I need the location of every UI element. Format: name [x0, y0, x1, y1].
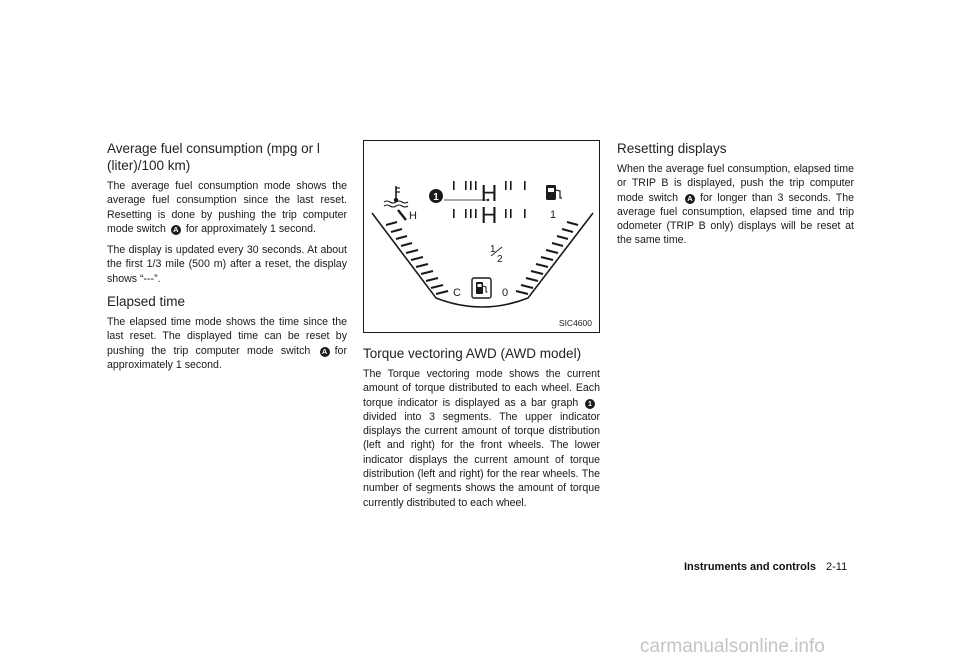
heading-torque-vectoring: Torque vectoring AWD (AWD model) — [363, 346, 582, 361]
page-footer — [684, 561, 847, 573]
paragraph-resetting-displays — [617, 162, 854, 248]
fuel-scale-ticks — [516, 222, 578, 294]
callout-a-marker: A — [171, 225, 181, 235]
temperature-scale-ticks — [386, 222, 448, 294]
figure-code: SIC4600 — [558, 318, 592, 328]
column-3 — [617, 140, 854, 255]
paragraph-torque-vectoring — [363, 367, 600, 510]
temp-needle — [398, 210, 406, 220]
heading-elapsed-time: Elapsed time — [107, 294, 186, 310]
temp-cold-label: C — [453, 287, 461, 299]
gauge-figure — [363, 140, 600, 333]
fuel-half-denominator: 2 — [497, 254, 503, 265]
text: for longer than 3 seconds. The average fuel consumption, elapsed time and trip odometer (TRIP B only) displays will be reset at the same time. — [617, 191, 854, 247]
text: The elapsed time mode shows the time since the last reset. The displayed time can be reset by pushing the trip computer mode switch — [107, 316, 347, 357]
callout-1-label: 1 — [433, 192, 439, 203]
callout-a-marker: A — [320, 347, 330, 357]
paragraph-elapsed-time — [107, 315, 347, 372]
fuel-full-label: 1 — [550, 209, 557, 221]
page-number: 2-11 — [826, 561, 848, 573]
paragraph-average-fuel-reset — [107, 179, 347, 236]
text: When the average fuel consumption, elapsed time or TRIP B is displayed, push the trip computer mode switch — [617, 163, 854, 204]
callout-1-marker — [429, 189, 443, 203]
text: for approximately 1 second. — [185, 222, 316, 235]
gauge-illustration — [364, 141, 601, 334]
text: divided into 3 segments. The upper indicator displays the current amount of torque distribution (left and right) for the front wheels. The lower indicator displays the current amount of torque distribution (left and right) for the rear wheels. The number of segments shows the amount of torque currently distributed to each wheel. — [363, 410, 600, 509]
low-fuel-icon — [472, 278, 491, 298]
text: for approximately 1 second. — [107, 344, 347, 371]
callout-1-marker-inline: 1 — [585, 399, 595, 409]
column-2 — [363, 140, 600, 517]
text: The Torque vectoring mode shows the current amount of torque distributed to each wheel. Each torque indicator is displayed as a bar graph — [363, 368, 600, 409]
heading-average-fuel: Average fuel consumption (mpg or l (liter)/100 km) — [107, 141, 320, 173]
heading-resetting-displays: Resetting displays — [617, 141, 727, 156]
fuel-pump-icon — [546, 185, 562, 200]
footer-section-title: Instruments and controls — [684, 561, 817, 573]
fuel-empty-label: 0 — [502, 287, 509, 299]
callout-a-marker: A — [685, 194, 695, 204]
watermark: carmanualsonline.info — [640, 636, 825, 657]
column-1 — [107, 140, 347, 379]
fuel-half-numerator: 1 — [490, 244, 496, 255]
lower-center-glyph: H — [480, 202, 498, 228]
text: The average fuel consumption mode shows the average fuel consumption since the last reset. Resetting is done by pushing the trip computer mode switch — [107, 180, 347, 235]
paragraph-average-fuel-update: The display is updated every 30 seconds. At about the first 1/3 mile (500 m) after a reset, the display shows “---”. — [107, 244, 347, 285]
upper-center-glyph: H — [480, 180, 498, 206]
temp-hot-label: H — [409, 210, 417, 222]
coolant-temperature-icon — [384, 186, 408, 207]
